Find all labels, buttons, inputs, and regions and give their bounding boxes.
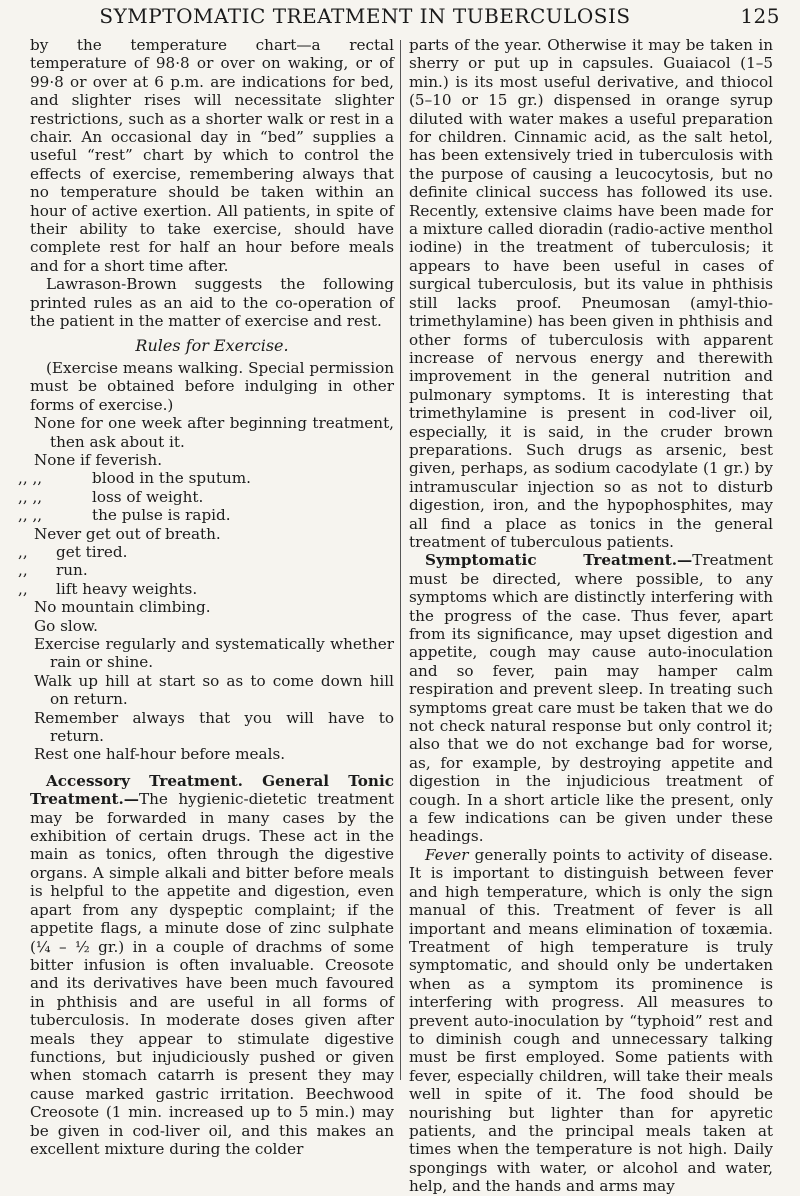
right-column [409,36,773,1196]
paragraph-drugs: parts of the year. Otherwise it may be taken in sherry or put up in capsules. Guaiacol (1–5 min.) is its most useful derivative, and thiocol (5–10 or 15 gr.) dispensed in orange syrup diluted with water makes a useful preparation for children. Cinnamic acid, as the salt hetol, has been extensively tried in tuberculosis with the purpose of causing a leucocytosis, but no definite clinical success has followed its use. Recently, extensive claims have been made for a mixture called dioradin (radio-active menthol iodine) in the treatment of tuberculosis; it appears to have been useful in cases of surgical tuberculosis, but its value in phthisis still lacks proof. Pneumosan (amyl-thio-trimethylamine) has been given in phthisis and other forms of tuberculosis with apparent increase of nervous energy and therewith improvement in the general nutrition and pulmonary symptoms. It is interesting that trimethylamine is present in cod-liver oil, especially, it is said, in the cruder brown preparations. Such drugs as arsenic, best given, perhaps, as sodium cacodylate (1 gr.) by intramuscular injection so as not to disturb digestion, iron, and the hypophosphites, may all find a place as tonics in the general treatment of tuberculous patients. [409,36,773,551]
rule-item [34,672,394,709]
accessory-body: The hygienic-dietetic treatment may be forwarded in many cases by the exhibition of certain drugs. These act in the main as tonics, often through the digestive organs. A simple alkali and bitter before meals is helpful to the appetite and digestion, even apart from any dyspeptic complaint; if the appetite flags, a minute dose of zinc sulphate (¼ – ½ gr.) in a couple of drachms of some bitter infusion is often invaluable. Creosote and its derivatives have been much favoured in phthisis and are useful in all forms of tuberculosis. In moderate doses given after meals they appear to stimulate digestive functions, but injudiciously pushed or given when stomach catarrh is present they may cause marked gastric irritation. Beechwood Creosote (1 min. increased up to 5 min.) may be given in cod-liver oil, and this makes an excellent mixture during the colder [30,790,394,1158]
rules-list [18,414,394,764]
left-column [18,36,394,1158]
paragraph-lawrason-brown: Lawrason-Brown suggests the following printed rules as an aid to the co-operation of the patient in the matter of exercise and rest. [30,275,394,331]
rule-text: None for one week after beginning treatment, then ask about it. [34,414,394,451]
ditto-mark: ,, [18,542,28,561]
paragraph-symptomatic-treatment [409,551,773,846]
rule-item [18,487,394,506]
rule-item [34,617,394,635]
rule-text: lift heavy weights. [56,579,198,598]
rule-text: Rest one half-hour before meals. [34,745,286,764]
rules-title: Rules for Exercise. [135,335,289,355]
rule-item [34,635,394,672]
rule-item [18,469,394,488]
rule-text: Walk up hill at start so as to come down hill on return. [34,671,394,709]
rule-item [34,709,394,746]
rule-item [34,414,394,451]
paragraph-accessory-treatment [30,772,394,1159]
rule-item [18,506,394,525]
paragraph-exercise-temperature: by the temperature chart—a rectal temperature of 98·8 or over on waking, or of 99·8 or over at 6 p.m. are indications for bed, and slighter rises will necessitate slighter restrictions, such as a shorter walk or rest in a chair. An occasional day in “bed” supplies a useful “rest” chart by which to control the effects of exercise, remembering always that no temperature should be taken within an hour of active exertion. All patients, in spite of their ability to take exercise, should have complete rest for half an hour before meals and for a short time after. [30,36,394,275]
rule-item [34,451,394,469]
page-number: 125 [740,4,780,28]
fever-heading: Fever [425,845,469,864]
symptomatic-heading: Symptomatic Treatment.— [425,551,693,570]
ditto-mark: ,, ,, [18,469,43,488]
rule-text: get tired. [56,542,128,561]
rule-item [34,525,394,543]
page-header [30,4,780,34]
rule-item [18,561,394,580]
ditto-mark: ,, ,, [18,487,43,506]
rule-text: Go slow. [34,616,98,635]
rule-text: run. [56,561,88,580]
symptomatic-body: Treatment must be directed, where possible, to any symptoms which are distinctly interfering with the progress of the case. Thus fever, apart from its significance, may upset digestion and appetite, cough may cause auto-inoculation and so fever, pain may hamper calm respiration and prevent sleep. In treating such symptoms great care must be taken that we do not check natural response but only control it; also that we do not exchange bad for worse, as, for example, by destroying appetite and digestion in the injudicious treatment of cough. In a short article like the present, only a few indications can be given under these headings. [409,551,773,846]
rule-text: Remember always that you will have to return. [34,708,394,746]
column-divider [400,40,401,1080]
running-title: SYMPTOMATIC TREATMENT IN TUBERCULOSIS [99,4,631,28]
rule-item [18,579,394,598]
rules-intro: (Exercise means walking. Special permission must be obtained before indulging in other forms of exercise.) [30,358,394,414]
accessory-heading: Accessory Treatment. General Tonic Treatment.— [30,771,394,809]
rule-text: blood in the sputum. [92,469,251,488]
rule-text: No mountain climbing. [34,598,211,617]
rule-item [18,542,394,561]
ditto-mark: ,, [18,561,28,580]
ditto-mark: ,, ,, [18,506,43,525]
fever-body: generally points to activity of disease. It is important to distinguish between fever and high temperature, which is only the sign manual of this. Treatment of fever is all important and means elimination of toxæmia. Treatment of high temperature is truly symptomatic, and should only be undertaken when as a symptom its prominence is interfering with progress. All measures to prevent auto-inoculation by “typhoid” rest and to diminish cough and unnecessary talking must be first employed. Some patients with fever, especially children, will take their meals well in spite of it. The food should be nourishing but lighter than for apyretic patients, and the principal meals taken at times when the temperature is not high. Daily spongings with water, or alcohol and water, help, and the hands and arms may [409,845,774,1196]
rule-item [34,598,394,616]
rule-text: Exercise regularly and systematically whether rain or shine. [34,635,394,672]
rule-text: the pulse is rapid. [92,506,231,525]
rule-item [34,745,394,763]
rule-text: None if feverish. [34,450,163,469]
rule-text: loss of weight. [92,487,204,506]
paragraph-fever [409,846,773,1196]
ditto-mark: ,, [18,579,28,598]
rule-text: Never get out of breath. [34,524,221,543]
